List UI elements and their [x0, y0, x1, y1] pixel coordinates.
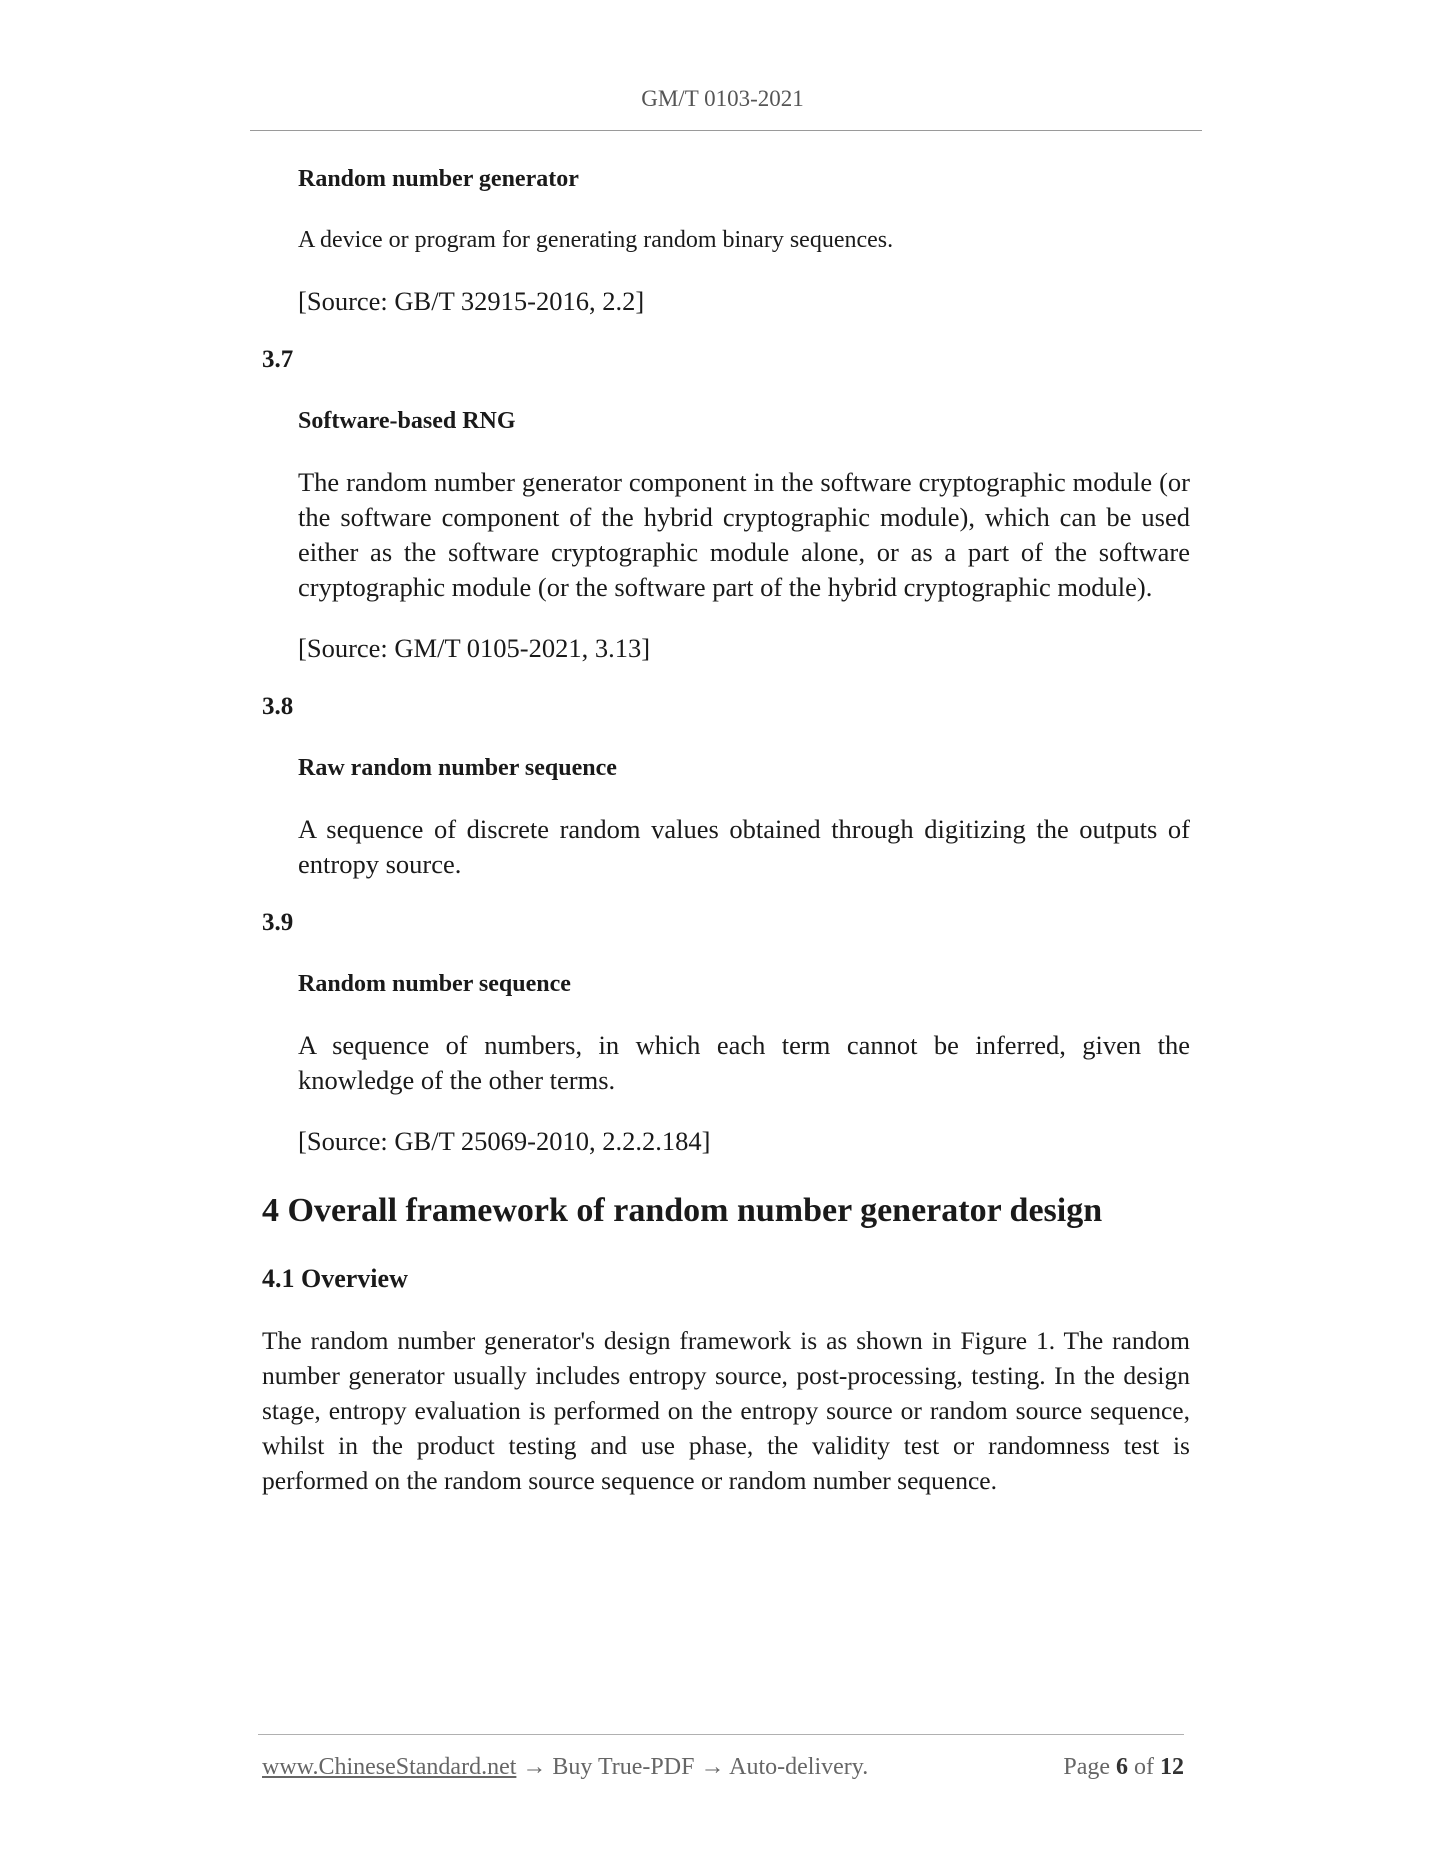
page-current: 6 — [1116, 1754, 1128, 1780]
term-definition: The random number generator component in the software cryptographic module (or the software component of the hybrid cryptographic module), which can be used either as the software cryptographic module alone, or as a part of the software cryptographic module (or the software part of the hybrid cryptographic module). — [298, 467, 1190, 602]
clause-number: 3.8 — [262, 693, 294, 720]
arrow-icon: → — [522, 1754, 547, 1780]
of-word: of — [1134, 1754, 1154, 1780]
page-word: Page — [1063, 1754, 1110, 1780]
term-title: Random number sequence — [298, 971, 571, 997]
term-definition: A sequence of discrete random values obtained through digitizing the outputs of entropy source. — [298, 814, 1190, 879]
clause-number: 3.9 — [262, 909, 294, 936]
arrow-icon: → — [700, 1754, 725, 1780]
footer-rule — [258, 1734, 1184, 1735]
subsection-heading: 4.1 Overview — [262, 1264, 408, 1293]
term-entry — [298, 406, 1190, 666]
page-total: 12 — [1160, 1754, 1184, 1780]
term-entry — [298, 969, 1190, 1159]
term-definition: A sequence of numbers, in which each term cannot be inferred, given the knowledge of the other terms. — [298, 1030, 1190, 1095]
buy-text: Buy True-PDF — [552, 1754, 695, 1780]
term-title: Raw random number sequence — [298, 755, 617, 781]
clause-number: 3.7 — [262, 346, 294, 373]
term-entry — [298, 753, 1190, 882]
term-source: [Source: GM/T 0105-2021, 3.13] — [298, 633, 651, 663]
header-rule — [250, 130, 1202, 131]
term-title: Random number generator — [298, 166, 579, 192]
document-code-header: GM/T 0103-2021 — [641, 86, 804, 111]
page-indicator — [1063, 1754, 1184, 1781]
section-heading: 4 Overall framework of random number generator design — [262, 1192, 1103, 1229]
term-title: Software-based RNG — [298, 408, 516, 434]
term-definition: A device or program for generating random binary sequences. — [298, 227, 894, 253]
term-source: [Source: GB/T 25069-2010, 2.2.2.184] — [298, 1126, 711, 1156]
term-entry — [298, 164, 1190, 319]
footer-left — [262, 1754, 868, 1781]
page-content — [262, 164, 1190, 1498]
page-footer — [262, 1754, 1184, 1781]
overview-paragraph: The random number generator's design framework is as shown in Figure 1. The random number generator usually includes entropy source, post-processing, testing. In the design stage, entropy evaluation is performed on the entropy source or random source sequence, whilst in the product testing and use phase, the validity test or randomness test is performed on the random source sequence or random number sequence. — [262, 1326, 1190, 1495]
delivery-text: Auto-delivery. — [729, 1754, 869, 1780]
term-source: [Source: GB/T 32915-2016, 2.2] — [298, 286, 645, 316]
website-link[interactable]: www.ChineseStandard.net — [262, 1754, 517, 1780]
